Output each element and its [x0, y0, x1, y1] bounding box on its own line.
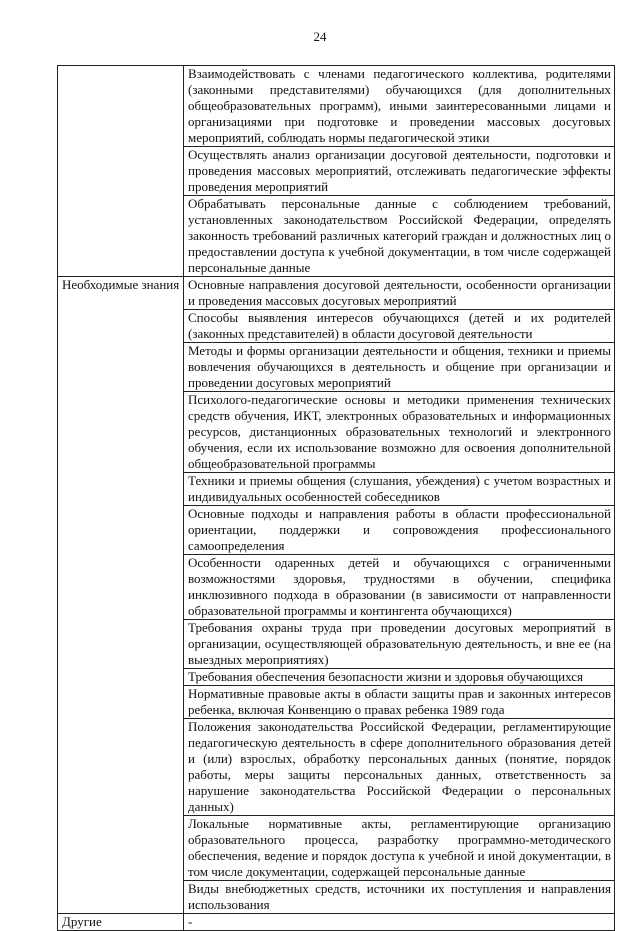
- table-cell: Методы и формы организации деятельности и общения, техники и приемы вовлечения обучающихся в деятельность и общение при организации и проведении досуговых мероприятий: [184, 343, 615, 392]
- table-row: [58, 277, 615, 310]
- table-cell: Осуществлять анализ организации досуговой деятельности, подготовки и проведения массовых мероприятий, отслеживать педагогические эффекты проведения мероприятий: [184, 147, 615, 196]
- row-label: Другие: [58, 914, 184, 931]
- row-label: [58, 66, 184, 277]
- page-number: 24: [313, 29, 327, 44]
- table-cell: Требования охраны труда при проведении досуговых мероприятий в организации, осуществляющей образовательную деятельность, и вне ее (на выездных мероприятиях): [184, 620, 615, 669]
- table-cell: Локальные нормативные акты, регламентирующие организацию образовательного процесса, разработку программно-методического обеспечения, ведение и порядок доступа к учебной и иной документации, в том числе документации, содержащей персональные данные: [184, 816, 615, 881]
- table-cell: Виды внебюджетных средств, источники их поступления и направления использования: [184, 881, 615, 914]
- table-row: [58, 914, 615, 931]
- table-cell: Способы выявления интересов обучающихся (детей и их родителей (законных представителей) в области досуговой деятельности: [184, 310, 615, 343]
- table-cell: Техники и приемы общения (слушания, убеждения) с учетом возрастных и индивидуальных особенностей собеседников: [184, 473, 615, 506]
- table-cell: Основные направления досуговой деятельности, особенности организации и проведения массовых досуговых мероприятий: [184, 277, 615, 310]
- table-cell: -: [184, 914, 615, 931]
- row-label: Необходимые знания: [58, 277, 184, 914]
- table-cell: Взаимодействовать с членами педагогического коллектива, родителями (законными представителями) обучающихся (для дополнительных общеобразовательных программ), иными заинтересованными лицами и организациями при подготовке и проведении массовых досуговых мероприятий, соблюдать нормы педагогической этики: [184, 66, 615, 147]
- table-cell: Психолого-педагогические основы и методики применения технических средств обучения, ИКТ, электронных образовательных и информационных ресурсов, дистанционных образовательных технологий и электронного обучения, если их использование возможно для освоения дополнительной общеобразовательной программы: [184, 392, 615, 473]
- table-cell: Основные подходы и направления работы в области профессиональной ориентации, поддержки и сопровождения профессионального самоопределения: [184, 506, 615, 555]
- table-cell: Нормативные правовые акты в области защиты прав и законных интересов ребенка, включая Конвенцию о правах ребенка 1989 года: [184, 686, 615, 719]
- table-cell: Обрабатывать персональные данные с соблюдением требований, установленных законодательством Российской Федерации, определять законность требований различных категорий граждан и должностных лиц о предоставлении доступа к учебной документации, в том числе содержащей персональные данные: [184, 196, 615, 277]
- table-row: [58, 66, 615, 147]
- competency-table: [57, 65, 615, 931]
- table-cell: Положения законодательства Российской Федерации, регламентирующие педагогическую деятельность в сфере дополнительного образования детей и (или) взрослых, обработку персональных данных (понятие, порядок работы, меры защиты персональных данных, ответственность за нарушение законодательства Российской Федерации о персональных данных): [184, 719, 615, 816]
- table-cell: Требования обеспечения безопасности жизни и здоровья обучающихся: [184, 669, 615, 686]
- table-cell: Особенности одаренных детей и обучающихся с ограниченными возможностями здоровья, трудностями в обучении, специфика инклюзивного подхода в образовании (в зависимости от направленности образовательной программы и контингента обучающихся): [184, 555, 615, 620]
